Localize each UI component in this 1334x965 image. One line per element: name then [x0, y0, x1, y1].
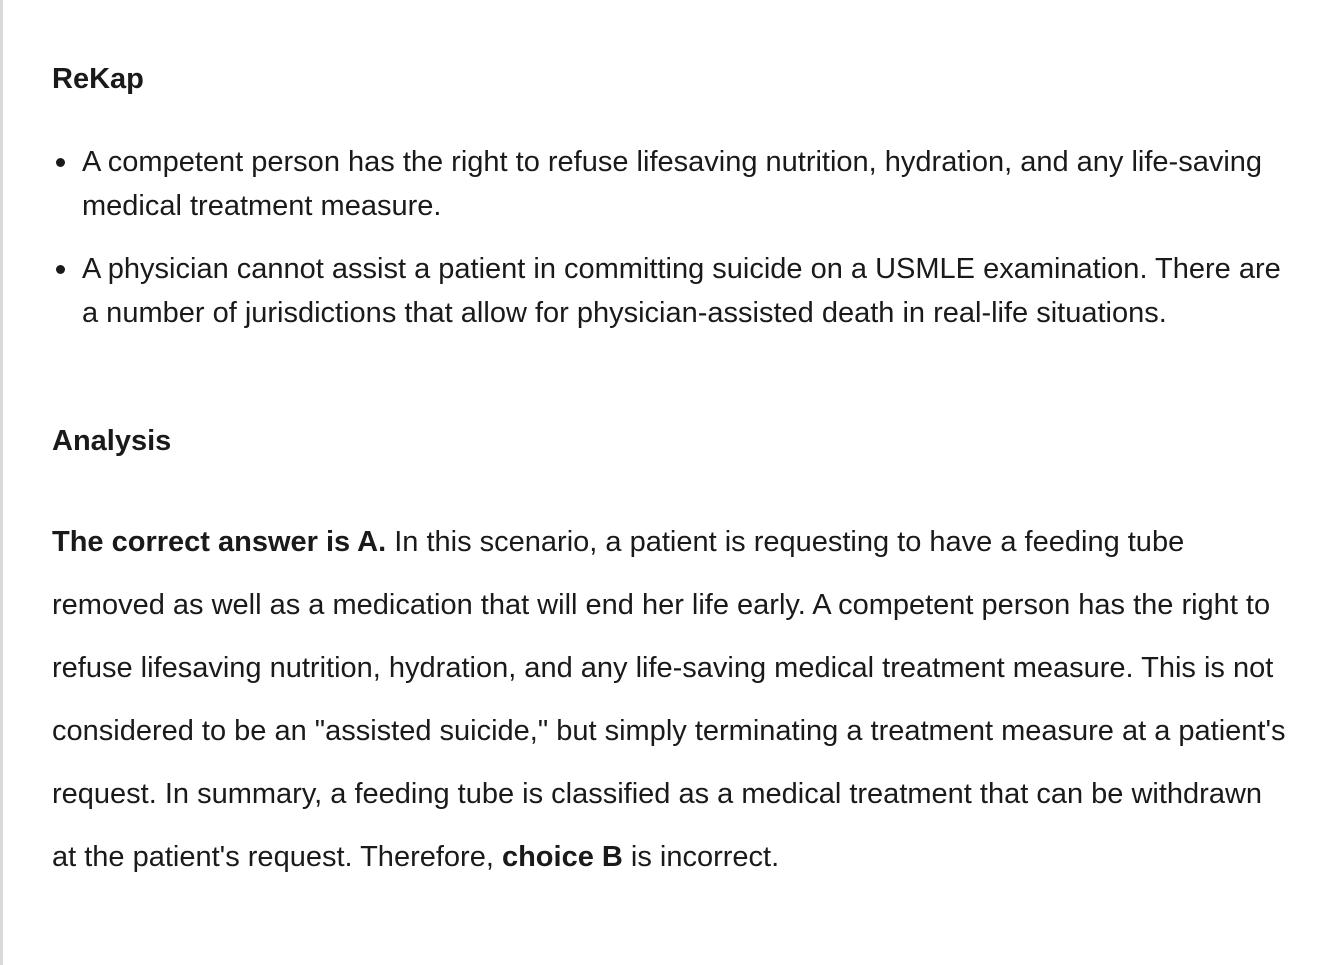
analysis-paragraph: [52, 511, 1292, 889]
rekap-bullet-text: A physician cannot assist a patient in committing suicide on a USMLE examination. There are a number of jurisdictions that allow for physician-assisted death in real-life situations.: [82, 253, 1281, 329]
rekap-bullet-item: [82, 140, 1292, 228]
rekap-bullet-item: [82, 247, 1292, 335]
analysis-body-text: In this scenario, a patient is requesting to have a feeding tube removed as well as a medication that will end her life early. A competent person has the right to refuse lifesaving nutrition, hydration, and any life-saving medical treatment measure. This is not considered to be an "assisted suicide," but simply terminating a treatment measure at a patient's request. In summary, a feeding tube is classified as a medical treatment that can be withdrawn at the patient's request. Therefore,: [52, 526, 1286, 873]
bullet-dot-icon: [56, 265, 65, 274]
analysis-heading: Analysis: [52, 425, 172, 457]
correct-answer-lead: The correct answer is A.: [52, 526, 387, 558]
rekap-bullet-list: [52, 140, 1292, 354]
analysis-closing-text: is incorrect.: [622, 841, 780, 873]
rekap-bullet-text: A competent person has the right to refuse lifesaving nutrition, hydration, and any life-saving medical treatment measure.: [82, 146, 1263, 222]
choice-b-reference: choice B: [501, 841, 623, 873]
bullet-dot-icon: [56, 158, 65, 167]
left-border-rule: [0, 0, 3, 965]
rekap-heading: ReKap: [52, 63, 144, 95]
